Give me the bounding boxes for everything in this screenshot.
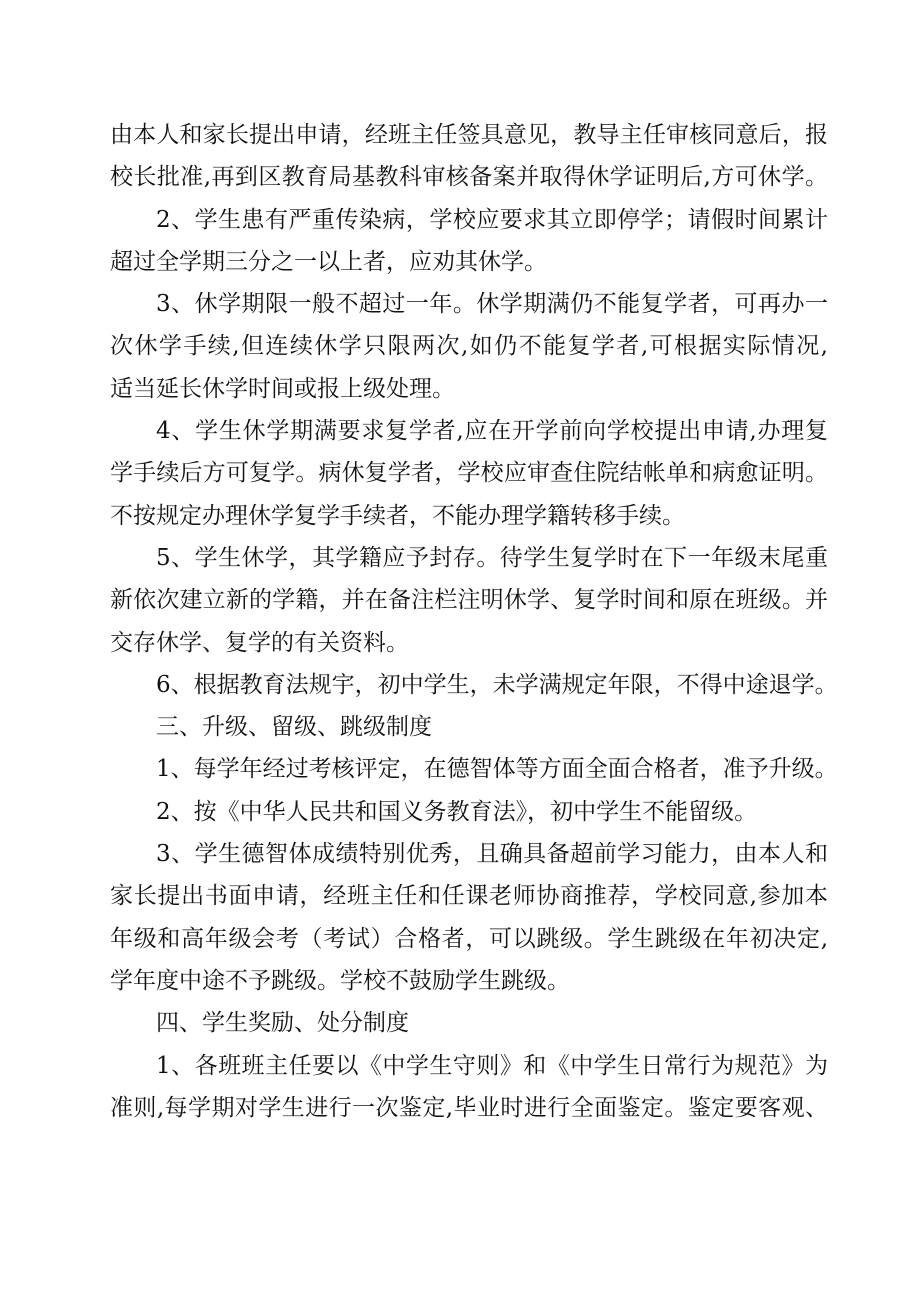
text-line-16: 1、每学年经过考核评定，在德智体等方面全面合格者，准予升级。: [156, 756, 838, 783]
text-line-17: 2、按《中华人民共和国义务教育法》，初中学生不能留级。: [156, 798, 758, 825]
text-line-14: 6、根据教育法规宇，初中学生，未学满规定年限，不得中途退学。: [156, 671, 838, 698]
text-line-10: 不按规定办理休学复学手续者，不能办理学籍转移手续。: [110, 502, 685, 529]
text-line-18: 3、学生德智体成绩特别优秀，且确具备超前学习能力，由本人和: [156, 841, 828, 868]
text-line-24: 准则,每学期对学生进行一次鉴定,毕业时进行全面鉴定。鉴定要客观、: [110, 1094, 828, 1121]
text-line-4: 超过全学期三分之一以上者，应劝其休学。: [110, 248, 547, 275]
text-line-8: 4、学生休学期满要求复学者,应在开学前向学校提出申请,办理复: [156, 418, 828, 445]
text-line-5: 3、休学期限一般不超过一年。休学期满仍不能复学者，可再办一: [156, 291, 828, 318]
section-heading-3: 三、升级、留级、跳级制度: [156, 714, 432, 741]
text-line-2: 校长批准,再到区教育局基教科审核备案并取得休学证明后,方可休学。: [110, 164, 828, 191]
text-line-23: 1、各班班主任要以《中学生守则》和《中学生日常行为规范》为: [156, 1052, 828, 1079]
document-page: [110, 114, 838, 1129]
text-line-21: 学年度中途不予跳级。学校不鼓励学生跳级。: [110, 967, 570, 994]
text-line-9: 学手续后方可复学。病休复学者，学校应审查住院结帐单和病愈证明。: [110, 460, 828, 487]
text-line-1: 由本人和家长提出申请，经班主任签具意见，教导主任审核同意后，报: [110, 122, 828, 148]
text-line-6: 次休学手续,但连续休学只限两次,如仍不能复学者,可根据实际情况,: [110, 333, 828, 360]
text-line-11: 5、学生休学，其学籍应予封存。待学生复学时在下一年级末尾重: [156, 544, 828, 571]
section-heading-4: 四、学生奖励、处分制度: [156, 1010, 409, 1037]
text-line-13: 交存休学、复学的有关资料。: [110, 629, 409, 656]
text-line-3: 2、学生患有严重传染病，学校应要求其立即停学；请假时间累计: [156, 206, 828, 233]
text-line-19: 家长提出书面申请，经班主任和任课老师协商推荐，学校同意,参加本: [110, 883, 828, 910]
text-line-12: 新依次建立新的学籍，并在备注栏注明休学、复学时间和原在班级。并: [110, 587, 828, 614]
text-line-20: 年级和高年级会考（考试）合格者，可以跳级。学生跳级在年初决定,: [110, 925, 828, 952]
text-line-7: 适当延长休学时间或报上级处理。: [110, 375, 455, 402]
